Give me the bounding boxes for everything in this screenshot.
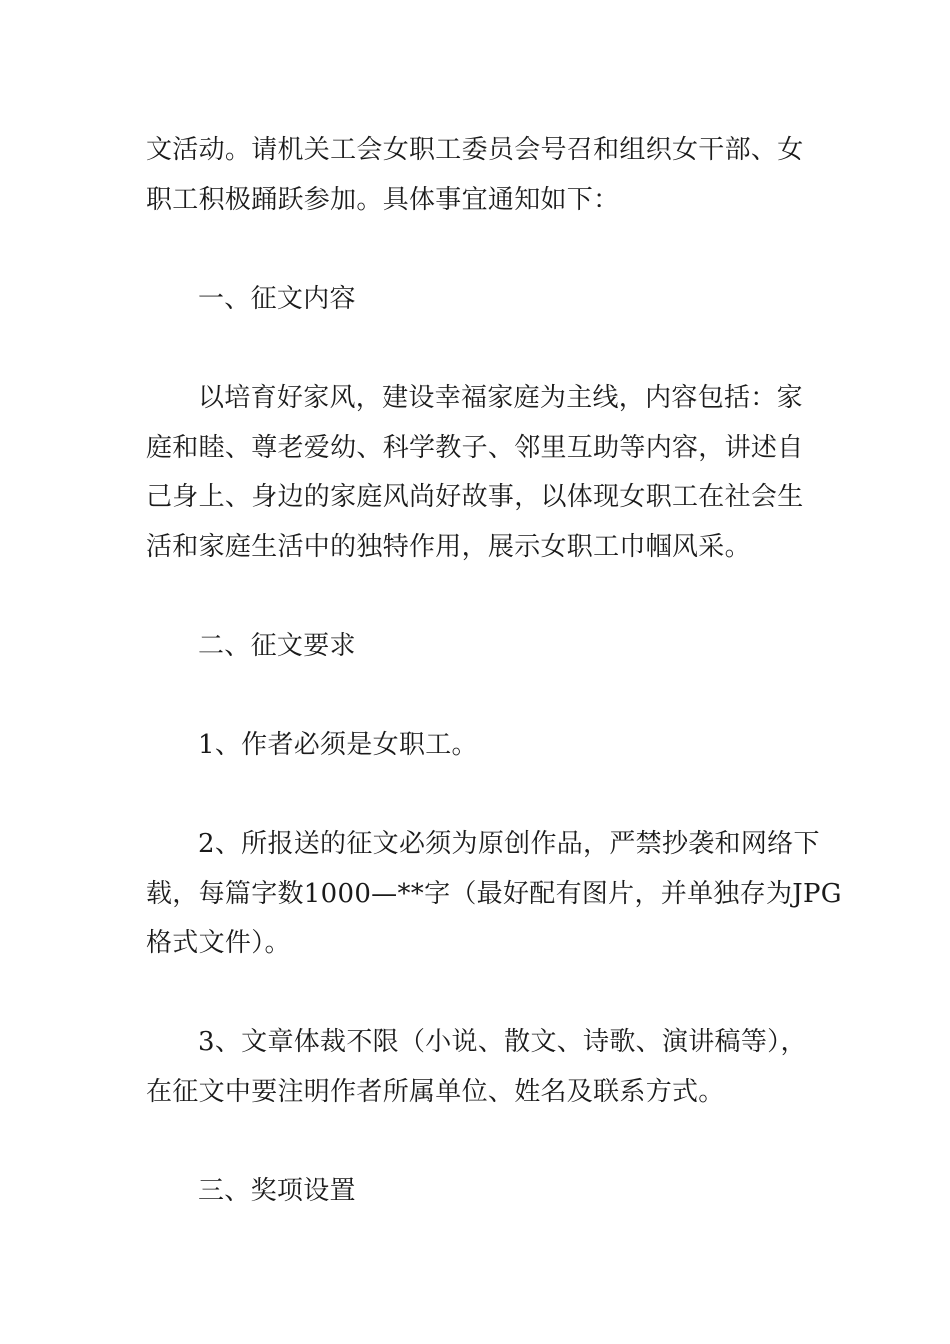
text-line: 己身上、身边的家庭风尚好故事，以体现女职工在社会生 bbox=[146, 482, 804, 512]
text-line: 1、作者必须是女职工。 bbox=[198, 730, 478, 760]
text-line: 载，每篇字数1000—**字（最好配有图片，并单独存为JPG bbox=[146, 878, 842, 909]
text-line: 在征文中要注明作者所属单位、姓名及联系方式。 bbox=[146, 1076, 725, 1107]
requirement-1 bbox=[146, 721, 816, 771]
text-line: 活和家庭生活中的独特作用，展示女职工巾帼风采。 bbox=[146, 531, 751, 562]
heading-text: 一、征文内容 bbox=[198, 284, 356, 314]
section-heading-content bbox=[146, 275, 816, 325]
content-paragraph bbox=[146, 374, 816, 572]
text-line: 文活动。请机关工会女职工委员会号召和组织女干部、女 bbox=[146, 135, 804, 165]
text-line: 职工积极踊跃参加。具体事宜通知如下： bbox=[146, 184, 620, 215]
requirement-2 bbox=[146, 820, 842, 969]
intro-paragraph bbox=[146, 126, 816, 225]
text-line: 以培育好家风，建设幸福家庭为主线，内容包括：家 bbox=[198, 383, 803, 413]
text-line: 3、文章体裁不限（小说、散文、诗歌、演讲稿等）， bbox=[198, 1027, 807, 1057]
section-heading-awards bbox=[146, 1167, 816, 1217]
text-line: 庭和睦、尊老爱幼、科学教子、邻里互助等内容，讲述自 bbox=[146, 432, 804, 463]
text-line: 格式文件）。 bbox=[146, 928, 291, 958]
text-line: 2、所报送的征文必须为原创作品，严禁抄袭和网络下 bbox=[198, 829, 820, 859]
heading-text: 二、征文要求 bbox=[198, 631, 356, 661]
heading-text: 三、奖项设置 bbox=[198, 1176, 356, 1206]
requirement-3 bbox=[146, 1018, 816, 1117]
section-heading-requirements bbox=[146, 622, 816, 672]
